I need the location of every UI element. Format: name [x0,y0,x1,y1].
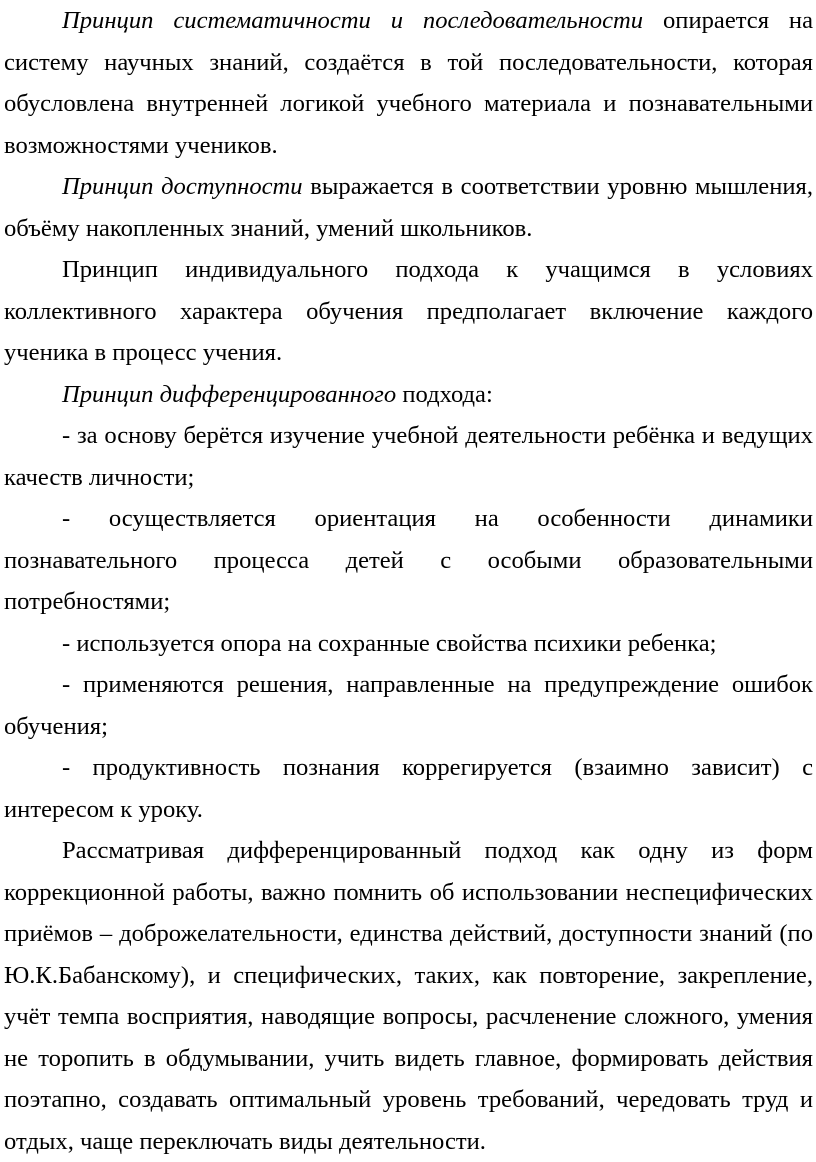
paragraph-text: подхода: [396,380,493,408]
paragraph-differentiated-principle [4,374,813,416]
list-item: - используется опора на сохранные свойства психики ребенка; [62,629,717,657]
list-item: - осуществляется ориентация на особенности динамики познавательного процесса детей с особыми образовательными потребностями; [4,505,813,615]
paragraph-individual-approach: Принцип индивидуального подхода к учащимся в условиях коллективного характера обучения предполагает включение каждого ученика в процесс учения. [4,256,813,366]
paragraph-text: выражается в соответствии уровню мышления, объёму накопленных знаний, умений школьников. [4,173,813,242]
principle-title-systematic: Принцип систематичности и последовательности [62,7,644,34]
list-item: - применяются решения, направленные на предупреждение ошибок обучения; [4,671,813,740]
list-item: - за основу берётся изучение учебной деятельности ребёнка и ведущих качеств личности; [4,422,813,491]
paragraph-text: опирается на систему научных знаний, создаётся в той последовательности, которая обусловлена внутренней логикой учебного материала и познавательными возможностями учеников. [4,7,814,159]
paragraph-systematic-principle [4,0,813,166]
principle-title-differentiated: Принцип дифференцированного [62,380,397,408]
paragraph-correctional-work: Рассматривая дифференцированный подход как одну из форм коррекционной работы, важно помнить об использовании неспецифических приёмов – доброжелательности, единства действий, доступности знаний (по Ю.К.Бабанскому), и специфических, таких, как повторение, закрепление, учёт темпа восприятия, наводящие вопросы, расчленение сложного, умения не торопить в обдумывании, учить видеть главное, формировать действия поэтапно, создавать оптимальный уровень требований, чередовать труд и отдых, чаще переключать виды деятельности. [4,837,813,1155]
principle-title-accessibility: Принцип доступности [62,173,303,200]
list-item: - продуктивность познания коррегируется (взаимно зависит) с интересом к уроку. [4,754,813,823]
paragraph-accessibility-principle [4,166,813,249]
